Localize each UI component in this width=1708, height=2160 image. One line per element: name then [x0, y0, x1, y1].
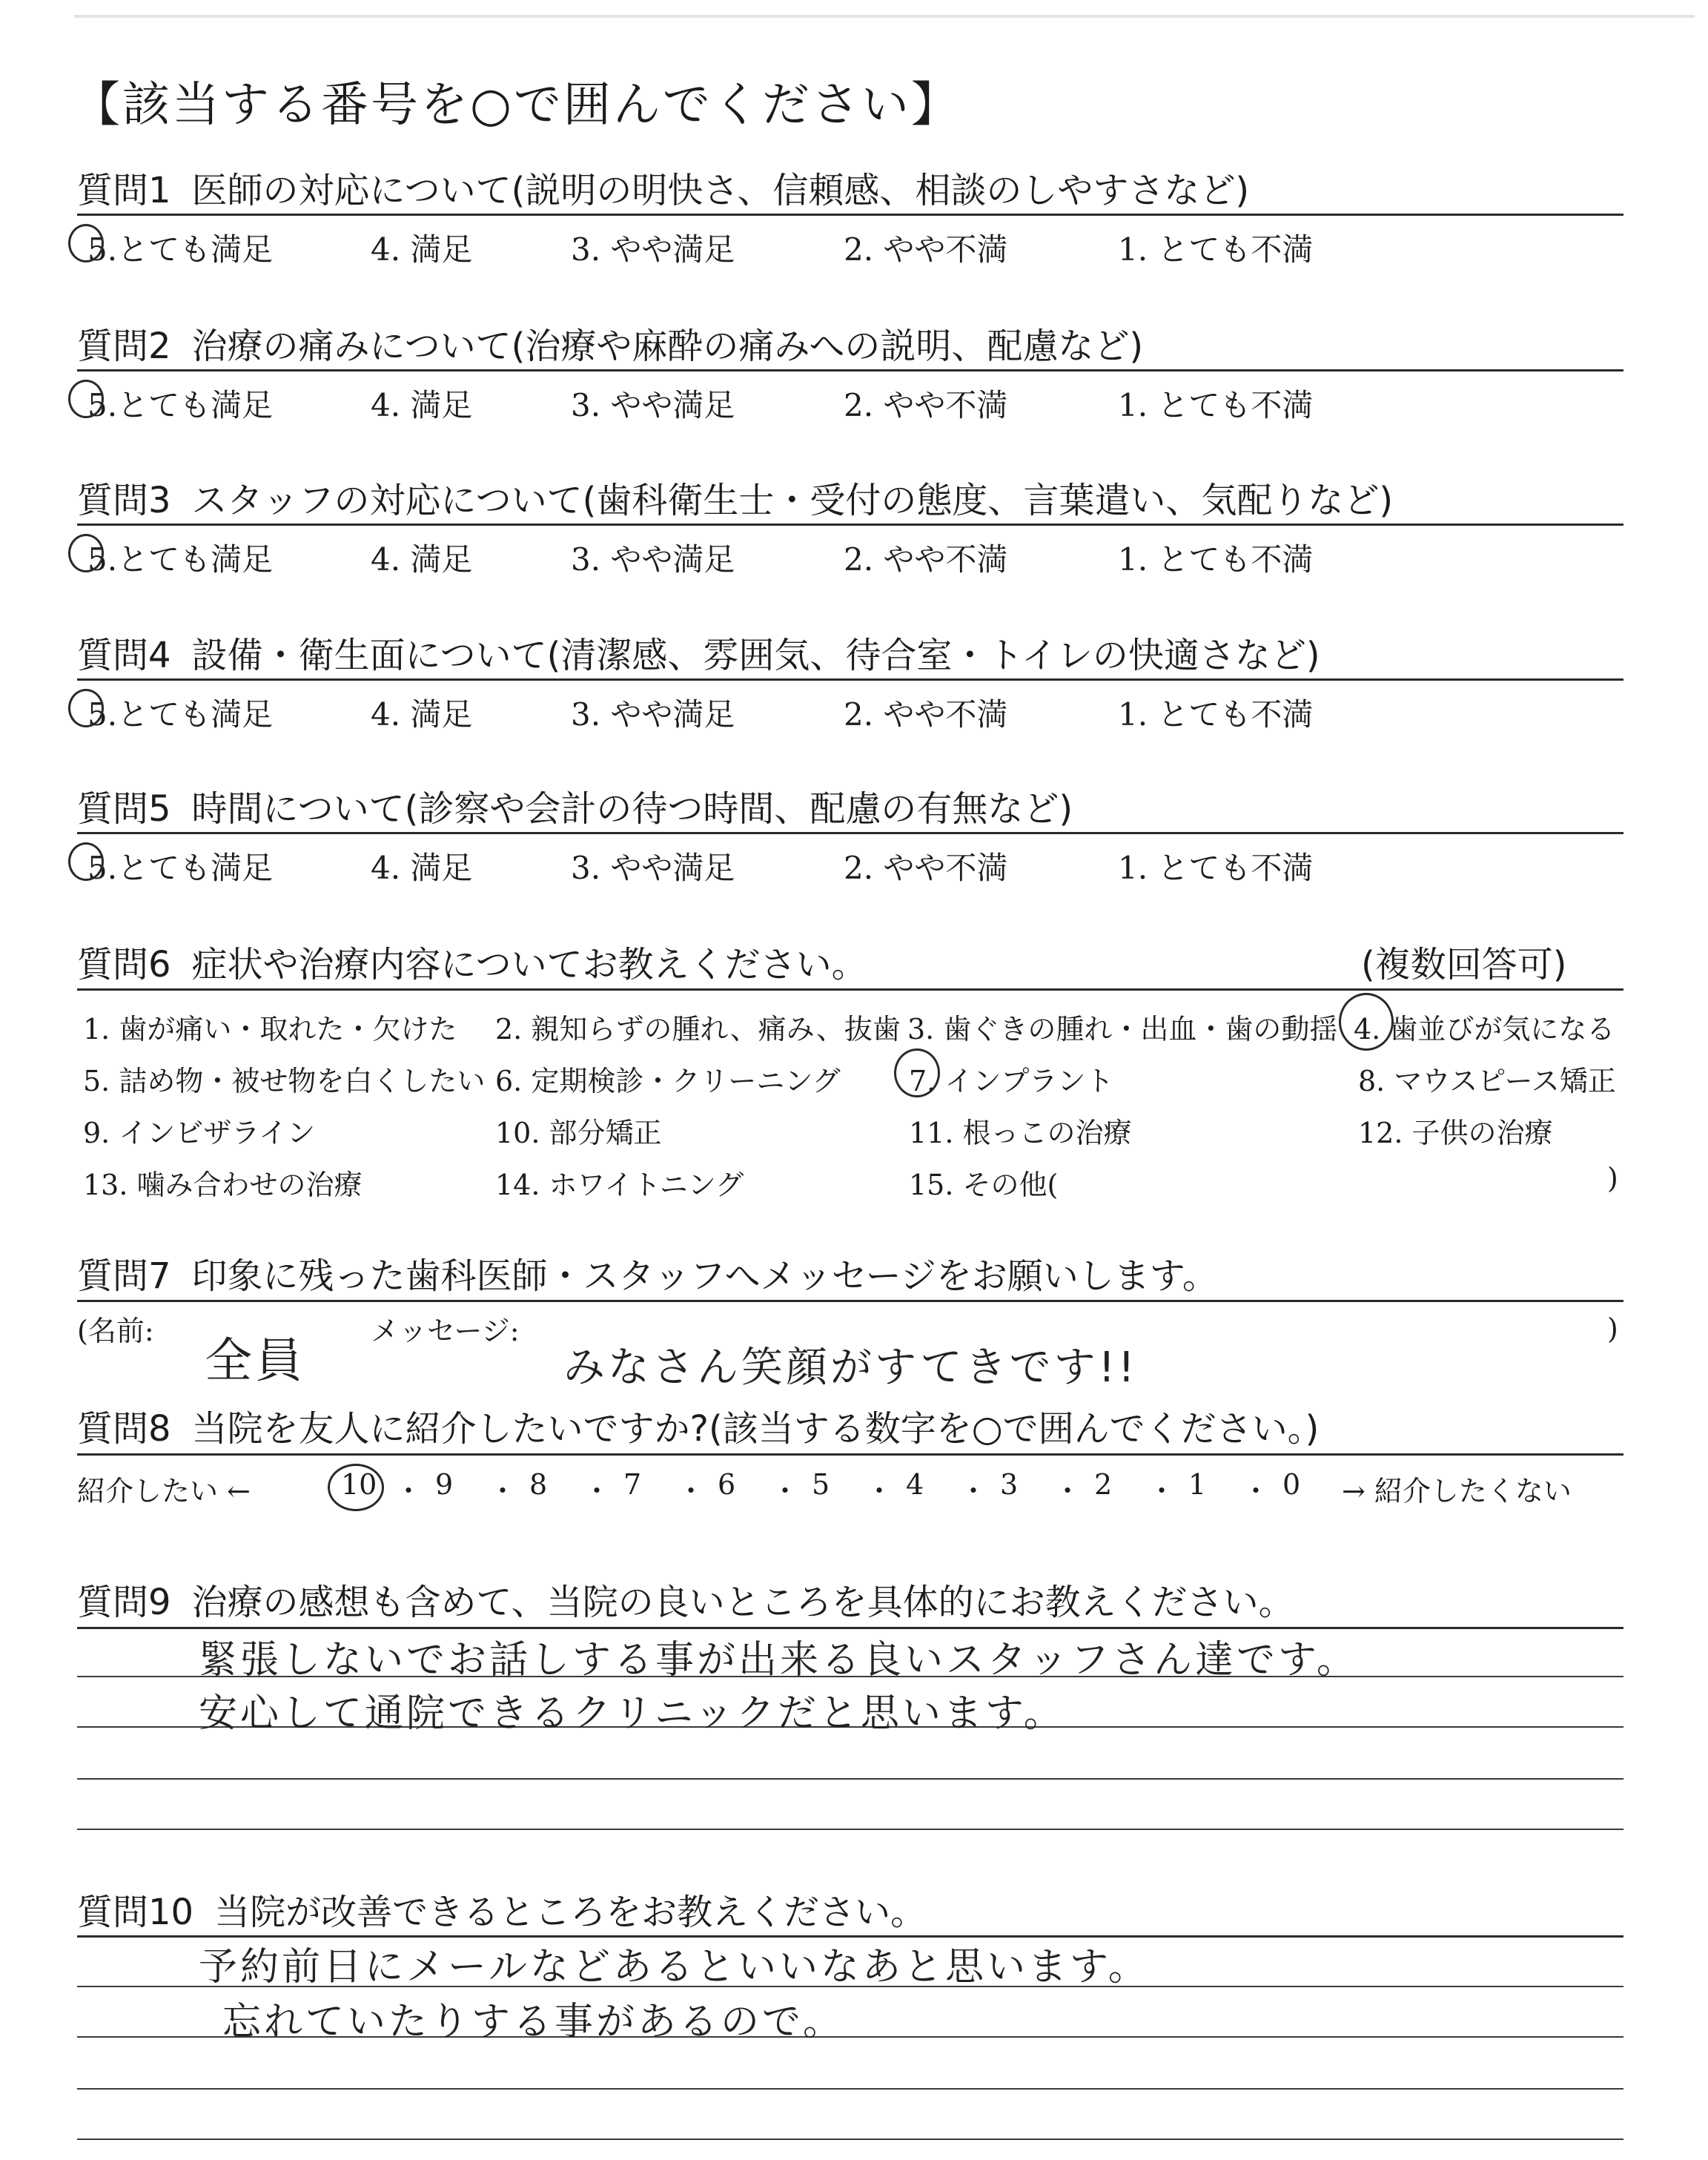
q8-heading [77, 1400, 1319, 1451]
q5-rule [77, 832, 1623, 834]
q3-option-4[interactable]: 4. 満足 [371, 541, 473, 578]
q9-heading [77, 1573, 1294, 1625]
q6-item-8[interactable]: 8. マウスピース矯正 [1358, 1065, 1616, 1097]
q2-rule [77, 369, 1623, 371]
q2-option-2[interactable]: 2. やや不満 [844, 387, 1008, 423]
q8-scale-separator: ・ [959, 1475, 988, 1507]
q5-text: 時間について(診察や会計の待つ時間、配慮の有無など) [191, 788, 1073, 830]
q6-heading [77, 936, 867, 987]
q1-number: 質問1 [77, 170, 171, 211]
q1-option-4[interactable]: 4. 満足 [371, 231, 473, 268]
q8-scale-0[interactable]: 0 [1282, 1468, 1301, 1501]
q3-option-3[interactable]: 3. やや満足 [571, 541, 735, 578]
q4-rule [77, 678, 1623, 681]
q5-option-4[interactable]: 4. 満足 [371, 850, 473, 886]
q8-scale-separator: ・ [583, 1475, 612, 1507]
q7-name-answer[interactable]: 全員 [205, 1334, 305, 1389]
q3-number: 質問3 [77, 480, 171, 521]
q9-answer-line-1[interactable]: 緊張しないでお話しする事が出来る良いスタッフさん達です。 [199, 1638, 1358, 1682]
q8-number: 質問8 [77, 1408, 171, 1450]
q6-number: 質問6 [77, 944, 171, 985]
q7-rule [77, 1300, 1623, 1302]
q8-scale-10[interactable]: 10 [341, 1468, 377, 1501]
q7-text: 印象に残った歯科医師・スタッフへメッセージをお願いします。 [191, 1255, 1218, 1297]
q8-left-label: 紹介したい ← [77, 1475, 251, 1507]
q7-message-label: メッセージ: [371, 1315, 520, 1347]
q4-number: 質問4 [77, 635, 171, 676]
q8-scale-separator: ・ [1148, 1475, 1176, 1507]
page-title: 【該当する番号を○で囲んでください】 [73, 78, 961, 133]
q5-selected-circle-mark [68, 842, 104, 881]
q6-text: 症状や治療内容についてお教えください。 [191, 944, 867, 985]
q10-answer-line-1[interactable]: 予約前日にメールなどあるといいなあと思います。 [199, 1945, 1150, 1989]
q4-option-4[interactable]: 4. 満足 [371, 696, 473, 733]
q6-item-5[interactable]: 5. 詰め物・被せ物を白くしたい [83, 1065, 486, 1097]
q1-option-2[interactable]: 2. やや不満 [844, 231, 1008, 268]
q6-item-6[interactable]: 6. 定期検診・クリーニング [495, 1065, 841, 1097]
q1-option-1[interactable]: 1. とても不満 [1118, 231, 1314, 268]
q8-selected-circle-mark [328, 1464, 384, 1511]
q6-item-3[interactable]: 3. 歯ぐきの腫れ・出血・歯の動揺 [907, 1013, 1338, 1046]
q2-selected-circle-mark [68, 380, 104, 418]
q7-close-paren: ) [1607, 1312, 1618, 1345]
q5-option-5[interactable]: 5.とても満足 [87, 850, 274, 886]
q6-item-15[interactable]: 15. その他( [909, 1169, 1059, 1201]
q2-option-3[interactable]: 3. やや満足 [571, 387, 735, 423]
q8-right-label: → 紹介したくない [1342, 1475, 1572, 1507]
q8-scale-9[interactable]: 9 [435, 1468, 454, 1501]
q1-option-3[interactable]: 3. やや満足 [571, 231, 735, 268]
q4-selected-circle-mark [68, 689, 104, 727]
q6-item-2[interactable]: 2. 親知らずの腫れ、痛み、抜歯 [495, 1013, 901, 1046]
q9-line-4 [77, 1829, 1623, 1830]
q2-heading [77, 317, 1143, 369]
q7-message-answer[interactable]: みなさん笑顔がすてきです!! [563, 1344, 1138, 1392]
q1-text: 医師の対応について(説明の明快さ、信頼感、相談のしやすさなど) [191, 170, 1250, 211]
q5-option-1[interactable]: 1. とても不満 [1118, 850, 1314, 886]
q8-rule [77, 1453, 1623, 1456]
q10-line-4 [77, 2138, 1623, 2140]
q4-option-3[interactable]: 3. やや満足 [571, 696, 735, 733]
q6-item-9[interactable]: 9. インビザライン [83, 1117, 316, 1149]
q8-scale-separator: ・ [865, 1475, 894, 1507]
q3-option-1[interactable]: 1. とても不満 [1118, 541, 1314, 578]
q8-scale-separator: ・ [489, 1475, 517, 1507]
q6-item-7-circle-mark [894, 1048, 940, 1097]
q7-name-label: (名前: [77, 1315, 154, 1347]
q2-option-4[interactable]: 4. 満足 [371, 387, 473, 423]
q3-option-2[interactable]: 2. やや不満 [844, 541, 1008, 578]
q8-scale-8[interactable]: 8 [529, 1468, 548, 1501]
q9-line-3 [77, 1778, 1623, 1780]
q3-heading [77, 472, 1393, 523]
q4-option-2[interactable]: 2. やや不満 [844, 696, 1008, 733]
q8-scale-separator: ・ [1053, 1475, 1082, 1507]
q5-heading [77, 780, 1073, 831]
q4-heading [77, 627, 1320, 678]
q2-option-5[interactable]: 5.とても満足 [87, 387, 274, 423]
q8-scale-separator: ・ [771, 1475, 800, 1507]
q6-item-4[interactable]: 4. 歯並びが気になる [1354, 1013, 1615, 1046]
q4-option-5[interactable]: 5.とても満足 [87, 696, 274, 733]
q10-text: 当院が改善できるところをお教えください。 [214, 1892, 927, 1933]
q6-item-13[interactable]: 13. 噛み合わせの治療 [83, 1169, 363, 1201]
q8-scale-separator: ・ [677, 1475, 706, 1507]
q6-note: (複数回答可) [1361, 944, 1567, 985]
q6-item-11[interactable]: 11. 根っこの治療 [909, 1117, 1132, 1149]
q5-number: 質問5 [77, 788, 171, 830]
q8-scale-7[interactable]: 7 [623, 1468, 642, 1501]
q10-line-3 [77, 2088, 1623, 2090]
q9-answer-line-2[interactable]: 安心して通院できるクリニックだと思います。 [199, 1691, 1065, 1736]
q8-scale-separator: ・ [1242, 1475, 1271, 1507]
q8-scale-separator: ・ [394, 1475, 423, 1507]
q7-number: 質問7 [77, 1255, 171, 1297]
q1-option-5[interactable]: 5.とても満足 [87, 231, 274, 268]
top-border [74, 15, 1695, 18]
q8-text: 当院を友人に紹介したいですか?(該当する数字を○で囲んでください。) [191, 1408, 1320, 1450]
q6-item-10[interactable]: 10. 部分矯正 [495, 1117, 662, 1149]
q8-scale-2[interactable]: 2 [1094, 1468, 1113, 1501]
q3-rule [77, 524, 1623, 526]
q6-item-12[interactable]: 12. 子供の治療 [1358, 1117, 1553, 1149]
q9-number: 質問9 [77, 1582, 171, 1623]
q7-heading [77, 1247, 1218, 1298]
q3-text: スタッフの対応について(歯科衛生士・受付の態度、言葉遣い、気配りなど) [191, 480, 1394, 521]
q5-option-2[interactable]: 2. やや不満 [844, 850, 1008, 886]
q10-number: 質問10 [77, 1892, 194, 1933]
q9-text: 治療の感想も含めて、当院の良いところを具体的にお教えください。 [191, 1582, 1294, 1623]
q1-selected-circle-mark [68, 224, 104, 262]
q2-text: 治療の痛みについて(治療や麻酔の痛みへの説明、配慮など) [191, 326, 1144, 367]
q6-item-15-close: ) [1607, 1162, 1618, 1195]
q10-heading [77, 1883, 926, 1935]
q6-rule [77, 988, 1623, 991]
q1-heading [77, 162, 1249, 213]
q6-item-4-circle-mark [1339, 993, 1394, 1051]
q6-item-7[interactable]: 7. インプラント [909, 1065, 1114, 1097]
q3-selected-circle-mark [68, 534, 104, 572]
q8-scale-3[interactable]: 3 [1000, 1468, 1019, 1501]
q4-text: 設備・衛生面について(清潔感、雰囲気、待合室・トイレの快適さなど) [191, 635, 1320, 676]
q2-number: 質問2 [77, 326, 171, 367]
q10-answer-line-2[interactable]: 忘れていたりする事があるので。 [222, 2000, 844, 2044]
q3-option-5[interactable]: 5.とても満足 [87, 541, 274, 578]
q4-option-1[interactable]: 1. とても不満 [1118, 696, 1314, 733]
q5-option-3[interactable]: 3. やや満足 [571, 850, 735, 886]
q8-scale-5[interactable]: 5 [812, 1468, 830, 1501]
q2-option-1[interactable]: 1. とても不満 [1118, 387, 1314, 423]
q8-scale-4[interactable]: 4 [906, 1468, 924, 1501]
q1-rule [77, 214, 1623, 216]
q6-item-1[interactable]: 1. 歯が痛い・取れた・欠けた [83, 1013, 457, 1046]
q6-item-14[interactable]: 14. ホワイトニング [495, 1169, 744, 1201]
q8-scale-1[interactable]: 1 [1188, 1468, 1207, 1501]
q8-scale-6[interactable]: 6 [718, 1468, 736, 1501]
